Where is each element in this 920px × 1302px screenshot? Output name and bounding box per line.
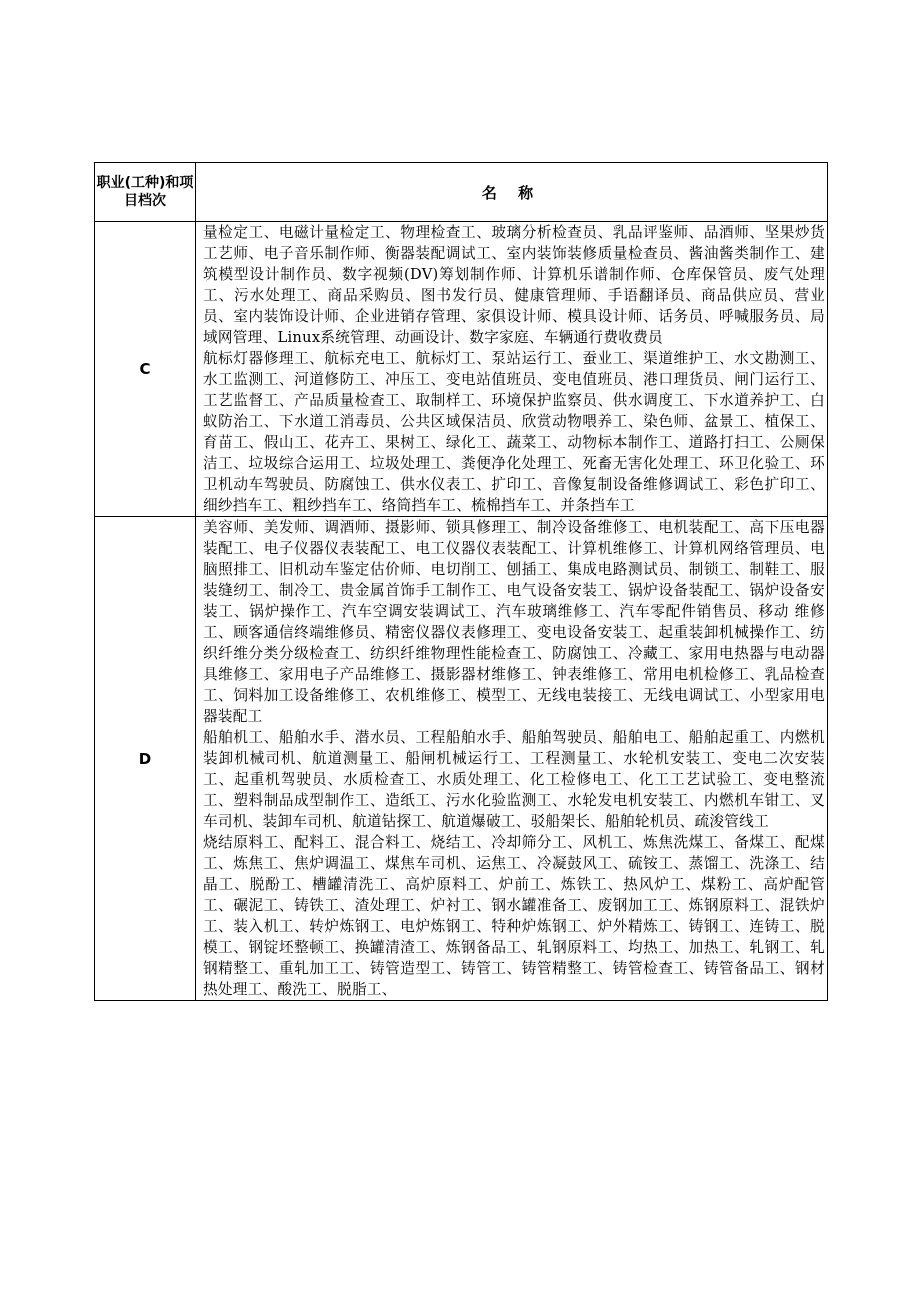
table-row-d	[95, 517, 828, 1001]
occupation-table	[94, 162, 828, 1001]
occupation-list-paragraph: 美容师、美发师、调酒师、摄影师、锁具修理工、制冷设备维修工、电机装配工、高下压电器装配工、电子仪器仪表装配工、电工仪器仪表装配工、计算机维修工、计算机网络管理员、电脑照排工、旧机动车鉴定估价师、电切削工、刨插工、集成电路测试员、制锁工、制鞋工、服装缝纫工、制冷工、贵金属首饰手工制作工、电气设备安装工、锅炉设备装配工、锅炉设备安装工、锅炉操作工、汽车空调安装调试工、汽车玻璃维修工、汽车零配件销售员、移动 维修工、顾客通信终端维修员、精密仪器仪表修理工、变电设备安装工、起重装卸机械操作工、纺织纤维分类分级检查工、纺织纤维物理性能检查工、防腐蚀工、冷藏工、家用电热器与电动器具维修工、家用电子产品维修工、摄影器材维修工、钟表维修工、常用电机检修工、乳品检查工、饲料加工设备维修工、农机维修工、模型工、无线电装接工、无线电调试工、小型家用电器装配工	[203, 519, 825, 725]
names-cell-c	[196, 222, 828, 517]
table-header-row	[95, 163, 828, 222]
level-cell-d: D	[95, 517, 196, 1001]
occupation-list-paragraph: 烧结原料工、配料工、混合料工、烧结工、冷却筛分工、风机工、炼焦洗煤工、备煤工、配煤工、炼焦工、焦炉调温工、煤焦车司机、运焦工、冷凝鼓风工、硫铵工、蒸馏工、洗涤工、结晶工、脱酚工、槽罐清洗工、高炉原料工、炉前工、炼铁工、热风炉工、煤粉工、高炉配管工、碾泥工、铸铁工、渣处理工、炉衬工、钢水罐准备工、废钢加工工、炼钢原料工、混铁炉工、装入机工、转炉炼钢工、电炉炼钢工、特种炉炼钢工、炉外精炼工、铸钢工、连铸工、脱模工、钢锭坯整顿工、换罐清渣工、炼钢备品工、轧钢原料工、均热工、加热工、轧钢工、轧钢精整工、重轧加工工、铸管造型工、铸管工、铸管精整工、铸管检查工、铸管备品工、钢材热处理工、酸洗工、脱脂工、	[203, 834, 825, 998]
occupation-list-paragraph: 航标灯器修理工、航标充电工、航标灯工、泵站运行工、蚕业工、渠道维护工、水文勘测工、水工监测工、河道修防工、冲压工、变电站值班员、变电值班员、港口理货员、闸门运行工、工艺监督工、产品质量检查工、取制样工、环境保护监察员、供水调度工、下水道养护工、白蚁防治工、下水道工消毒员、公共区域保洁员、欣赏动物喂养工、染色师、盆景工、植保工、育苗工、假山工、花卉工、果树工、绿化工、蔬菜工、动物标本制作工、道路打扫工、公厕保洁工、垃圾综合运用工、垃圾处理工、粪便净化处理工、死畜无害化处理工、环卫化验工、环卫机动车驾驶员、防腐蚀工、供水仪表工、扩印工、音像复制设备维修调试工、彩色扩印工、细纱挡车工、粗纱挡车工、络筒挡车工、梳棉挡车工、并条挡车工	[203, 350, 825, 514]
occupation-list-paragraph: 量检定工、电磁计量检定工、物理检查工、玻璃分析检查员、乳品评鉴师、品酒师、坚果炒货工艺师、电子音乐制作师、衡器装配调试工、室内装饰装修质量检查员、酱油酱类制作工、建筑模型设计制作员、数字视频(DV)筹划制作师、计算机乐谱制作师、仓库保管员、废气处理工、污水处理工、商品采购员、图书发行员、健康管理师、手语翻译员、商品供应员、营业员、室内装饰设计师、企业进销存管理、家俱设计师、模具设计师、话务员、呼喊服务员、局域网管理、Linux系统管理、动画设计、数字家庭、车辆通行费收费员	[203, 224, 825, 346]
header-name-cell: 名 称	[196, 163, 828, 222]
header-category-cell: 职业(工种)和项目档次	[95, 163, 196, 222]
level-cell-c: C	[95, 222, 196, 517]
table-row-c	[95, 222, 828, 517]
occupation-list-paragraph: 船舶机工、船舶水手、潜水员、工程船舶水手、船舶驾驶员、船舶电工、船舶起重工、内燃机装卸机械司机、航道测量工、船闸机械运行工、工程测量工、水轮机安装工、变电二次安装工、起重机驾驶员、水质检查工、水质处理工、化工检修电工、化工工艺试验工、变电整流工、塑料制品成型制作工、造纸工、污水化验监测工、水轮发电机安装工、内燃机车钳工、叉车司机、装卸车司机、航道钻探工、航道爆破工、驳船架长、船舶轮机员、疏浚管线工	[203, 729, 825, 830]
names-cell-d	[196, 517, 828, 1001]
